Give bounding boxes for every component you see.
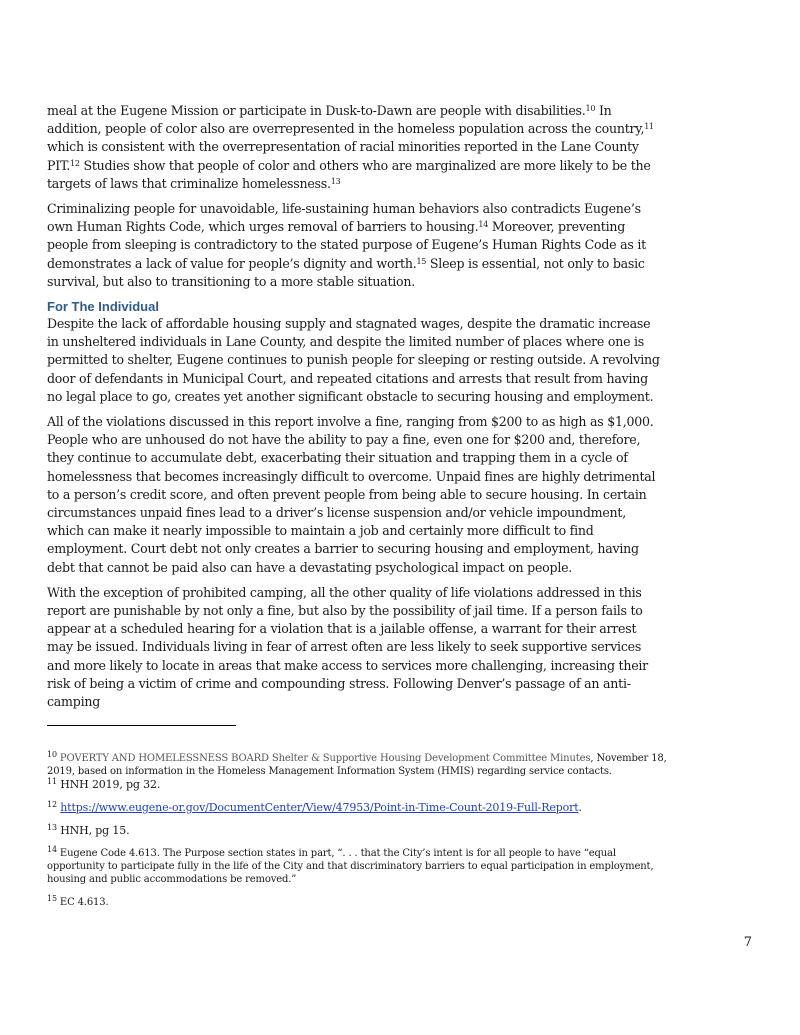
- paragraph-disabilities-race: meal at the Eugene Mission or participate in Dusk-to-Dawn are people with disabilities.$^{10}$ In addition, people of color also are overrepresented in the homeless population across the country,$^{11}$ which is consistent with the overrepresentation of racial minorities reported in the Lane County PIT.$^{12}$ Studies show that people of color and others who are marginalized are more likely to be the targets of laws that criminalize homelessness.$^{13}$: [47, 103, 654, 191]
- footnote-13: $^{13}$ HNH, pg 15.: [47, 823, 130, 837]
- document-body: [47, 102, 662, 718]
- footnotes: [47, 752, 672, 919]
- footnote-15: $^{15}$ EC 4.613.: [47, 894, 109, 908]
- footnote-ref-11[interactable]: 11: [644, 122, 654, 132]
- paragraph-punishment: Despite the lack of affordable housing supply and stagnated wages, despite the dramatic increase in unsheltered individuals in Lane County, and despite the limited number of places where one is permitted to shelter, Eugene continues to punish people for sleeping or resting outside. A revolving door of defendants in Municipal Court, and repeated citations and arrests that result from having no legal place to go, creates yet another significant obstacle to securing housing and employment.: [47, 316, 660, 404]
- footnote-10: $^{10}$ POVERTY AND HOMELESSNESS BOARD Shelter & Supportive Housing Development Committee Minutes, November 18, 2019, based on information in the Homeless Management Information System (HMIS) regarding service contacts.: [47, 750, 667, 777]
- footnote-12: $^{12}$ https://www.eugene-or.gov/DocumentCenter/View/47953/Point-in-Time-Count-2019-Full-Report.: [47, 800, 582, 814]
- footnote-divider: [47, 725, 236, 726]
- footnote-ref-12[interactable]: 12: [70, 158, 80, 168]
- page-number: 7: [743, 935, 752, 950]
- footnote-ref-15[interactable]: 15: [416, 256, 427, 266]
- footnote-11: $^{11}$ HNH 2019, pg 32.: [47, 777, 161, 791]
- footnote-12-link[interactable]: https://www.eugene-or.gov/DocumentCenter/View/47953/Point-in-Time-Count-2019-Full-Report: [60, 801, 579, 814]
- footnote-ref-10[interactable]: 10: [585, 104, 596, 113]
- footnote-14: $^{14}$ Eugene Code 4.613. The Purpose section states in part, “. . . that the City’s intent is for all people to have “equal opportunity to participate fully in the life of the City and that discriminatory barriers to equal participation in employment, housing and public accommodations be removed.”: [47, 845, 654, 885]
- footnote-ref-13[interactable]: 13: [330, 176, 341, 186]
- paragraph-jail-time: With the exception of prohibited camping, all the other quality of life violations addressed in this report are punishable by not only a fine, but also by the possibility of jail time. If a person fails to appear at a scheduled hearing for a violation that is a jailable offense, a warrant for their arrest may be issued. Individuals living in fear of arrest often are less likely to seek supportive services and more likely to locate in areas that make access to services more challenging, increasing their risk of being a victim of crime and compounding stress. Following Denver’s passage of an anti-camping: [47, 584, 648, 710]
- paragraph-fines: All of the violations discussed in this report involve a fine, ranging from $200 to as high as $1,000. People who are unhoused do not have the ability to pay a fine, even one for $200 and, therefore, they continue to accumulate debt, exacerbating their situation and trapping them in a cycle of homelessness that becomes increasingly difficult to overcome. Unpaid fines are highly detrimental to a person’s credit score, and often prevent people from being able to secure housing. In certain circumstances unpaid fines lead to a driver’s license suspension and/or vehicle impoundment, which can make it nearly impossible to maintain a job and certainly more difficult to find employment. Court debt not only creates a barrier to securing housing and employment, having debt that cannot be paid also can have a devastating psychological impact on people.: [47, 414, 656, 575]
- footnote-ref-14[interactable]: 14: [478, 220, 489, 230]
- paragraph-human-rights-code: Criminalizing people for unavoidable, life-sustaining human behaviors also contradicts Eugene’s own Human Rights Code, which urges removal of barriers to housing.$^{14}$ Moreover, preventing people from sleeping is contradictory to the stated purpose of Eugene’s Human Rights Code as it demonstrates a lack of value for people’s dignity and worth.$^{15}$ Sleep is essential, not only to basic survival, but also to transitioning to a more stable situation.: [47, 201, 646, 289]
- section-heading: For The Individual: [47, 299, 159, 315]
